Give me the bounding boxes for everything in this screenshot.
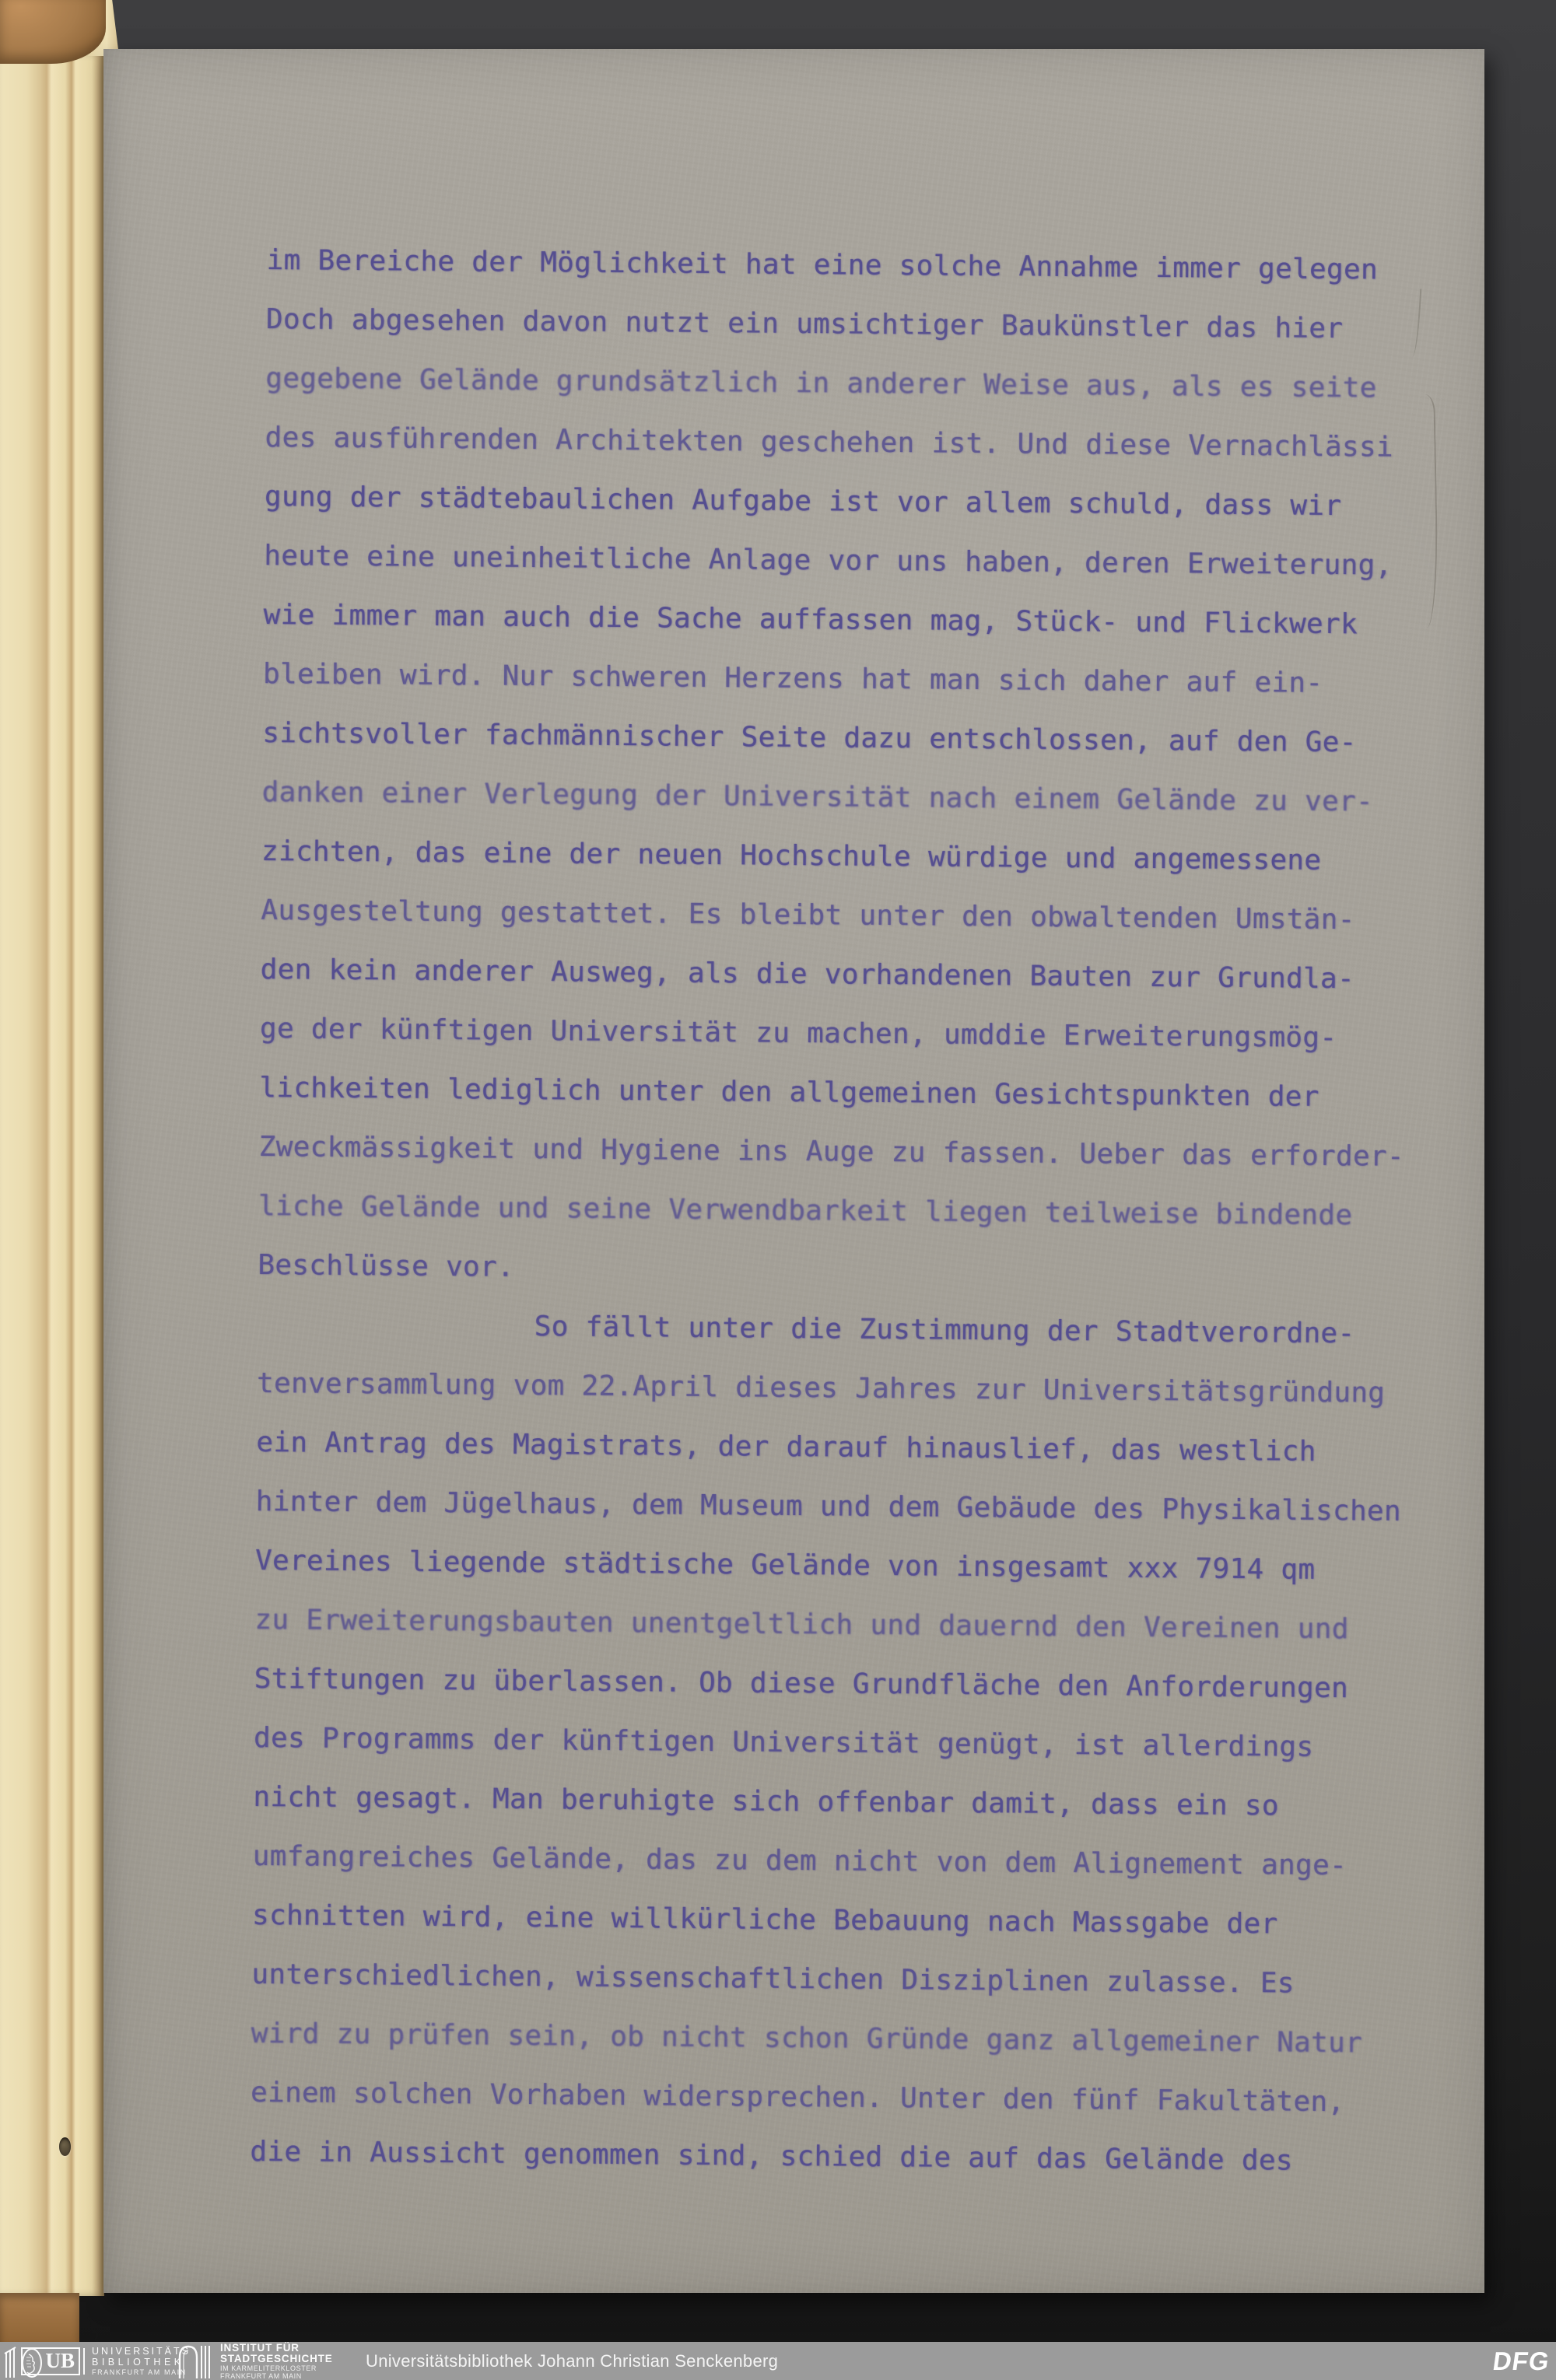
document-line: im Bereiche der Möglichkeit hat eine solche Annahme immer gelegen bbox=[266, 243, 1379, 286]
document-line: hinter dem Jügelhaus, dem Museum und dem Gebäude des Physikalischen bbox=[255, 1485, 1402, 1528]
document-line: den kein anderer Ausweg, als die vorhandenen Bauten zur Grundla- bbox=[260, 953, 1355, 996]
document-line: gegebene Gelände grundsätzlich in anderer Weise aus, als es seite bbox=[265, 362, 1377, 404]
document-line: die in Aussicht genommen sind, schied die auf das Gelände des bbox=[250, 2135, 1293, 2177]
ub-logo bbox=[4, 2345, 191, 2377]
document-line: wird zu prüfen sein, ob nicht schon Gründe ganz allgemeiner Natur bbox=[251, 2017, 1363, 2060]
document-line: sichtsvoller fachmännischer Seite dazu entschlossen, auf den Ge- bbox=[262, 716, 1357, 759]
ub-line-3: FRANKFURT AM MAIN bbox=[92, 2368, 187, 2376]
document-line: zu Erweiterungsbauten unentgeltlich und dauernd den Vereinen und bbox=[254, 1603, 1349, 1646]
gothic-arch-icon bbox=[176, 2344, 212, 2378]
document-line: bleiben wird. Nur schweren Herzens hat man sich daher auf ein- bbox=[262, 657, 1323, 699]
document-line: gung der städtebaulichen Aufgabe ist vor allem schuld, dass wir bbox=[264, 480, 1342, 523]
institut-line-4: FRANKFURT AM MAIN bbox=[220, 2371, 302, 2380]
pencil-margin-mark bbox=[1414, 394, 1439, 628]
document-line: umfangreiches Gelände, das zu dem nicht von dem Alignement ange- bbox=[252, 1839, 1347, 1882]
ub-initials: UB bbox=[45, 2349, 75, 2372]
document-line: schnitten wird, eine willkürliche Bebauung nach Massgabe der bbox=[251, 1899, 1278, 1941]
book-edge-lines-icon bbox=[4, 2345, 16, 2378]
ub-line-1: UNIVERSITÄTS bbox=[92, 2345, 191, 2357]
ub-emblem-box bbox=[21, 2347, 80, 2375]
document-line: unterschiedlichen, wissenschaftlichen Disziplinen zulasse. Es bbox=[251, 1958, 1295, 2000]
document-line: Doch abgesehen davon nutzt ein umsichtiger Baukünstler das hier bbox=[265, 303, 1344, 345]
document-page bbox=[103, 49, 1484, 2293]
footer-attribution: Universitätsbibliothek Johann Christian Senckenberg bbox=[366, 2350, 779, 2371]
institut-line-2: STADTGESCHICHTE bbox=[220, 2353, 333, 2364]
typewritten-text bbox=[250, 231, 1412, 2192]
dfg-logo: DFG bbox=[1491, 2346, 1552, 2375]
document-line: lichkeiten lediglich unter den allgemeinen Gesichtspunkten der bbox=[259, 1071, 1319, 1113]
document-line: Vereines liegende städtische Gelände von insgesamt xxx 7914 qm bbox=[254, 1544, 1316, 1586]
institut-logo bbox=[176, 2341, 333, 2380]
binding-hole bbox=[59, 2137, 71, 2156]
portrait-emblem-icon bbox=[19, 2347, 44, 2379]
document-line: wie immer man auch die Sache auffassen mag, Stück- und Flickwerk bbox=[263, 598, 1358, 641]
ub-line-2: BIBLIOTHEK bbox=[92, 2357, 184, 2368]
institut-line-1: INSTITUT FÜR bbox=[220, 2341, 300, 2354]
document-line: tenversammlung vom 22.April dieses Jahres zur Universitätsgründung bbox=[256, 1367, 1386, 1409]
document-line: zichten, das eine der neuen Hochschule würdige und angemessene bbox=[261, 835, 1322, 877]
document-line: ein Antrag des Magistrats, der darauf hinauslief, das westlich bbox=[256, 1426, 1316, 1468]
document-line: danken einer Verlegung der Universität nach einem Gelände zu ver- bbox=[261, 775, 1374, 818]
document-line: Beschlüsse vor. bbox=[258, 1248, 515, 1283]
document-line: des Programms der künftigen Universität genügt, ist allerdings bbox=[253, 1721, 1314, 1763]
document-line: einem solchen Vorhaben widersprechen. Unter den fünf Fakultäten, bbox=[250, 2076, 1345, 2119]
document-line: des ausführenden Architekten geschehen ist. Und diese Vernachlässi bbox=[265, 421, 1394, 464]
document-line: Zweckmässigkeit und Hygiene ins Auge zu fassen. Ueber das erforder- bbox=[258, 1130, 1405, 1173]
document-line: Ausgesteltung gestattet. Es bleibt unter den obwaltenden Umstän- bbox=[261, 894, 1355, 936]
book-page-edges bbox=[0, 53, 104, 2296]
document-line-paragraph-start: So fällt unter die Zustimmung der Stadtverordne- bbox=[534, 1311, 1355, 1350]
institut-logo-text bbox=[220, 2343, 333, 2380]
book-cover-leather-bottom bbox=[0, 2293, 79, 2343]
document-line: liche Gelände und seine Verwendbarkeit liegen teilweise bindende bbox=[258, 1189, 1353, 1232]
footer-bar bbox=[0, 2342, 1556, 2380]
document-line: heute eine uneinheitliche Anlage vor uns haben, deren Erweiterung, bbox=[264, 539, 1393, 582]
logo-divider bbox=[83, 2348, 85, 2375]
institut-line-3: IM KARMELITERKLOSTER bbox=[220, 2364, 317, 2372]
binding-thread bbox=[86, 2316, 109, 2343]
document-line: ge der künftigen Universität zu machen, umddie Erweiterungsmög- bbox=[259, 1012, 1337, 1055]
document-line: nicht gesagt. Man beruhigte sich offenbar damit, dass ein so bbox=[253, 1780, 1279, 1822]
document-line: Stiftungen zu überlassen. Ob diese Grundfläche den Anforderungen bbox=[254, 1662, 1349, 1705]
